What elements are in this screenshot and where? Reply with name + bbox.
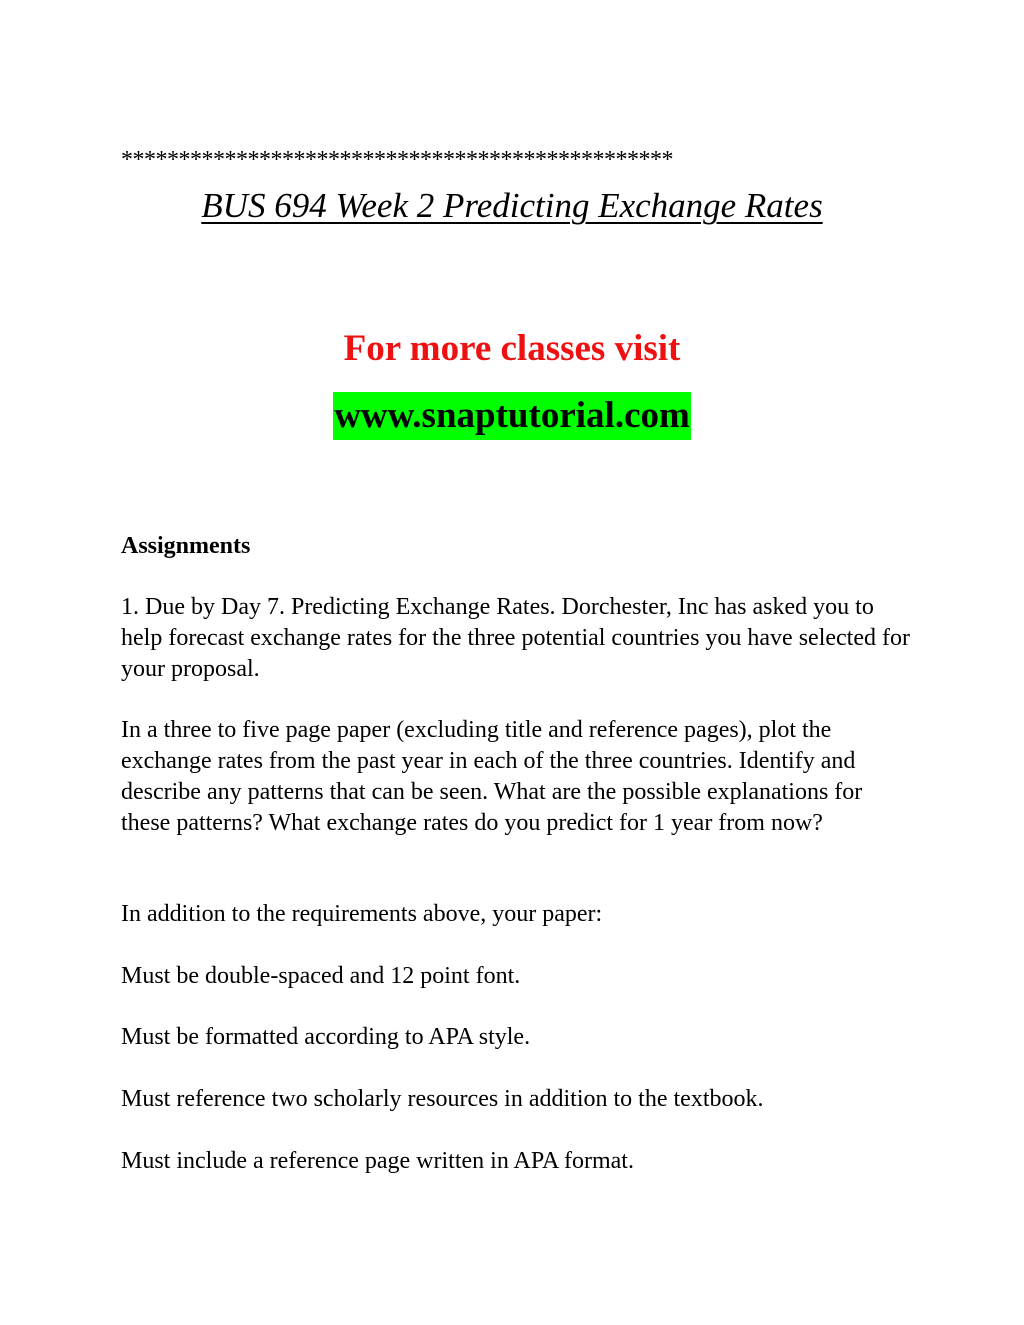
requirement-reference-page: Must include a reference page written in APA format. bbox=[121, 1148, 634, 1174]
promo-text: For more classes visit bbox=[343, 328, 681, 369]
paragraph-instructions: In a three to five page paper (excluding title and reference pages), plot the exchange rates from the past year in each of the three countries. Identify and describe any patterns that can be seen. What are the possible explanations for these patterns? What exchange rates do you predict for 1 year from now? bbox=[121, 717, 863, 836]
paragraph-assignment: 1. Due by Day 7. Predicting Exchange Rates. Dorchester, Inc has asked you to help forecast exchange rates for the three potential countries you have selected for your proposal. bbox=[121, 594, 910, 682]
requirement-spacing: Must be double-spaced and 12 point font. bbox=[121, 963, 521, 989]
separator-line: ************************************************ bbox=[121, 147, 673, 173]
requirement-apa-style: Must be formatted according to APA style. bbox=[121, 1024, 531, 1050]
paragraph-requirements-intro: In addition to the requirements above, your paper: bbox=[121, 901, 603, 927]
website-link[interactable]: www.snaptutorial.com bbox=[333, 392, 691, 440]
document-title: BUS 694 Week 2 Predicting Exchange Rates bbox=[201, 186, 823, 225]
requirement-resources: Must reference two scholarly resources in addition to the textbook. bbox=[121, 1086, 764, 1112]
website-container bbox=[0, 392, 1024, 440]
section-heading: Assignments bbox=[121, 533, 251, 559]
